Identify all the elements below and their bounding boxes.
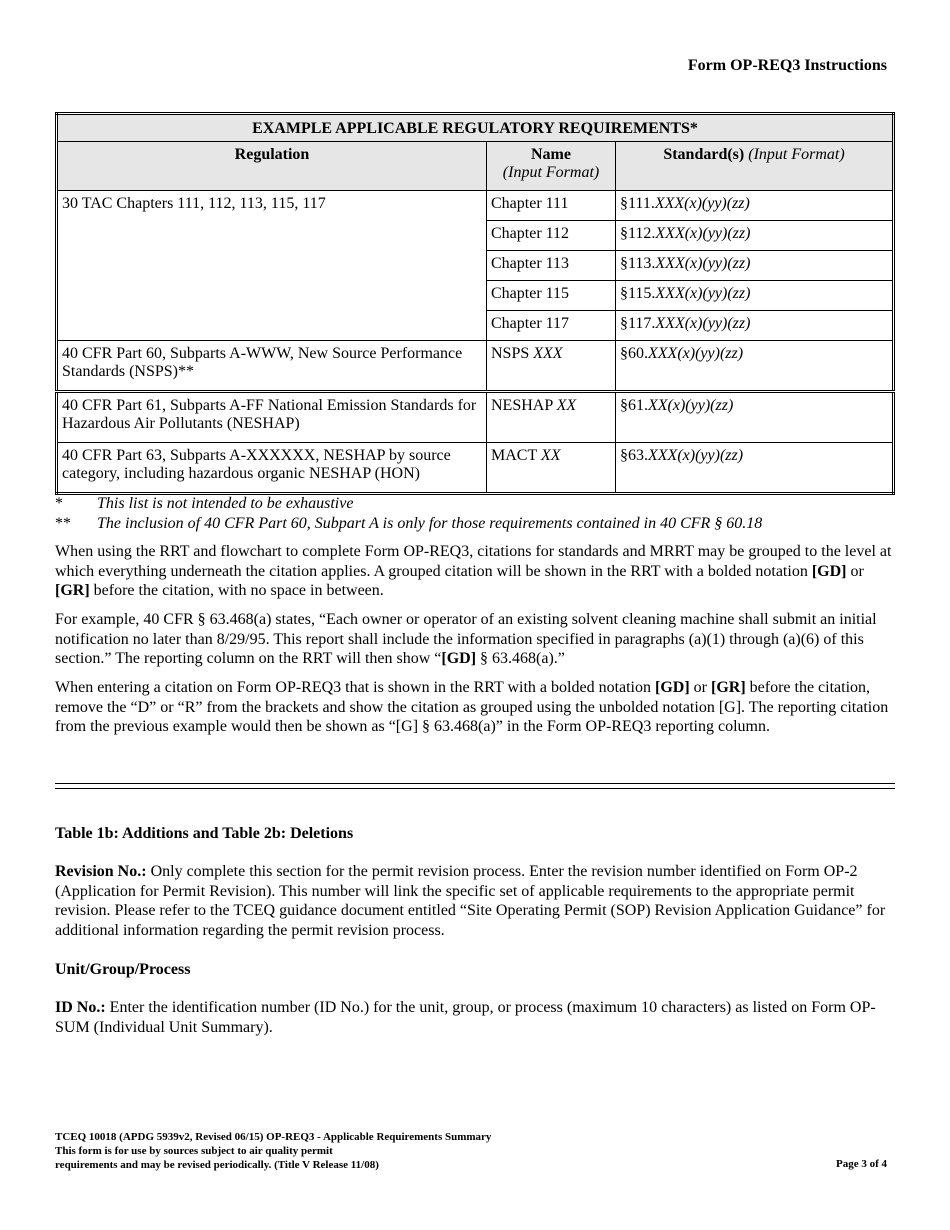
section-divider [55,783,895,789]
section-title-additions-deletions: Table 1b: Additions and Table 2b: Deletions [55,825,354,842]
name-code: XX [556,397,577,414]
page-number: Page 3 of 4 [835,1158,887,1170]
footnote-1 [55,494,895,514]
standard-prefix: §63. [620,447,648,464]
name-cell: Chapter 111 [487,191,616,221]
page-footer [55,1130,491,1172]
standard-code: XXX(x)(yy)(zz) [654,195,750,212]
standard-code: XXX(x)(yy)(zz) [655,225,751,242]
bold-notation-gd: [GD] [655,679,690,696]
bold-notation-gd: [GD] [441,650,477,668]
paragraph-id-no [55,998,895,1037]
standard-code: XXX(x)(yy)(zz) [655,255,751,272]
footer-line: This form is for use by sources subject to air quality permit [55,1145,333,1157]
paragraph-revision-no [55,862,895,940]
name-code: XX [540,447,561,464]
name-cell [487,443,616,494]
revision-label: Revision No.: [55,863,147,880]
standard-cell [616,221,894,251]
name-cell [487,341,616,392]
regulatory-requirements-table [55,112,895,495]
name-cell: Chapter 115 [487,281,616,311]
standard-prefix: §61. [620,397,648,414]
section-title-unit-group-process: Unit/Group/Process [55,961,191,978]
name-prefix: NSPS [491,345,534,362]
bold-notation-gr: [GR] [55,582,90,600]
col-header-name-sub: (Input Format) [502,164,600,181]
name-cell [487,392,616,443]
table-footnotes [55,494,895,534]
bold-notation-gd: [GD] [811,562,847,580]
regulation-cell: 40 CFR Part 61, Subparts A-FF National Emission Standards for Hazardous Air Pollutants (NESHAP) [57,392,487,443]
name-cell: Chapter 113 [487,251,616,281]
standard-prefix: §113. [620,255,656,272]
text-run: or [689,679,711,696]
standard-cell [616,251,894,281]
standard-code: XX(x)(yy)(zz) [648,397,734,414]
footnote-mark: * [55,495,63,512]
regulation-cell: 40 CFR Part 60, Subparts A-WWW, New Source Performance Standards (NSPS)** [57,341,487,392]
table-row [57,191,894,221]
standard-cell [616,341,894,392]
standard-prefix: §115. [620,285,656,302]
paragraph-entering [55,678,895,737]
col-header-name-label: Name [531,146,571,163]
standard-code: XXX(x)(yy)(zz) [648,447,744,464]
table-row [57,443,894,494]
form-title: Form OP-REQ3 Instructions [687,57,887,74]
id-text: Enter the identification number (ID No.) for the unit, group, or process (maximum 10 characters) as listed on Form OP-SUM (Individual Unit Summary). [55,999,876,1036]
regulation-cell: 30 TAC Chapters 111, 112, 113, 115, 117 [57,191,487,341]
footnote-mark: ** [55,515,71,532]
table-row [57,341,894,392]
name-prefix: MACT [491,447,541,464]
standard-prefix: §112. [620,225,656,242]
standard-cell [616,443,894,494]
col-header-name [487,142,616,191]
footnote-text: This list is not intended to be exhaustive [97,495,354,512]
name-cell: Chapter 117 [487,311,616,341]
table-caption: EXAMPLE APPLICABLE REGULATORY REQUIREMENTS* [57,114,894,142]
text-run: For example, 40 CFR § 63.468(a) states, “Each owner or operator of an existing solvent cleaning machine shall submit an initial notification no later than 8/29/95. This report shall include the information specified in paragraphs (a)(1) through (a)(6) of this section.” The reporting column on the RRT will then show “ [55,611,877,668]
standard-cell [616,281,894,311]
revision-text: Only complete this section for the permit revision process. Enter the revision number identified on Form OP-2 (Application for Permit Revision). This number will link the specific set of applicable requirements to the appropriate permit revision. Please refer to the TCEQ guidance document entitled “Site Operating Permit (SOP) Revision Application Guidance” for additional information regarding the permit revision process. [55,863,886,939]
text-run: or [846,562,864,580]
col-header-standard-sub: (Input Format) [748,146,845,163]
paragraph-example [55,610,895,669]
standard-cell [616,191,894,221]
standard-code: XXX(x)(yy)(zz) [648,345,744,362]
text-run: When entering a citation on Form OP-REQ3 that is shown in the RRT with a bolded notation [55,679,655,696]
standard-code: XXX(x)(yy)(zz) [655,315,751,332]
regulation-cell: 40 CFR Part 63, Subparts A-XXXXXX, NESHAP by source category, including hazardous organic NESHAP (HON) [57,443,487,494]
bold-notation-gr: [GR] [710,679,746,696]
col-header-standard-label: Standard(s) [663,146,745,163]
name-cell: Chapter 112 [487,221,616,251]
col-header-standard [616,142,894,191]
standard-prefix: §111. [620,195,655,212]
standard-cell [616,311,894,341]
footnote-text: The inclusion of 40 CFR Part 60, Subpart A is only for those requirements contained in 40 CFR § 60.18 [97,515,763,532]
footer-line: requirements and may be revised periodically. (Title V Release 11/08) [55,1159,379,1171]
text-run: § 63.468(a).” [476,650,565,668]
paragraph-grouping [55,542,895,601]
text-run: before the citation, remove the “D” or “R” from the brackets and show the citation as grouped using the unbolded notation [G]. The reporting citation from the previous example would then be shown as “[G] § 63.468(a)” in the Form OP-REQ3 reporting column. [55,679,889,736]
name-code: XXX [533,345,563,362]
footnote-2 [55,514,895,534]
standard-prefix: §117. [620,315,656,332]
id-label: ID No.: [55,999,106,1016]
standard-cell [616,392,894,443]
standard-code: XXX(x)(yy)(zz) [655,285,751,302]
name-prefix: NESHAP [491,397,557,414]
standard-prefix: §60. [620,345,648,362]
text-run: before the citation, with no space in between. [89,582,384,600]
footer-line: TCEQ 10018 (APDG 5939v2, Revised 06/15) OP-REQ3 - Applicable Requirements Summary [55,1131,492,1143]
table-row [57,392,894,443]
text-run: When using the RRT and flowchart to complete Form OP-REQ3, citations for standards and MRRT may be grouped to the level at which everything underneath the citation applies. A grouped citation will be shown in the RRT with a bolded notation [55,543,892,580]
col-header-regulation: Regulation [57,142,487,191]
